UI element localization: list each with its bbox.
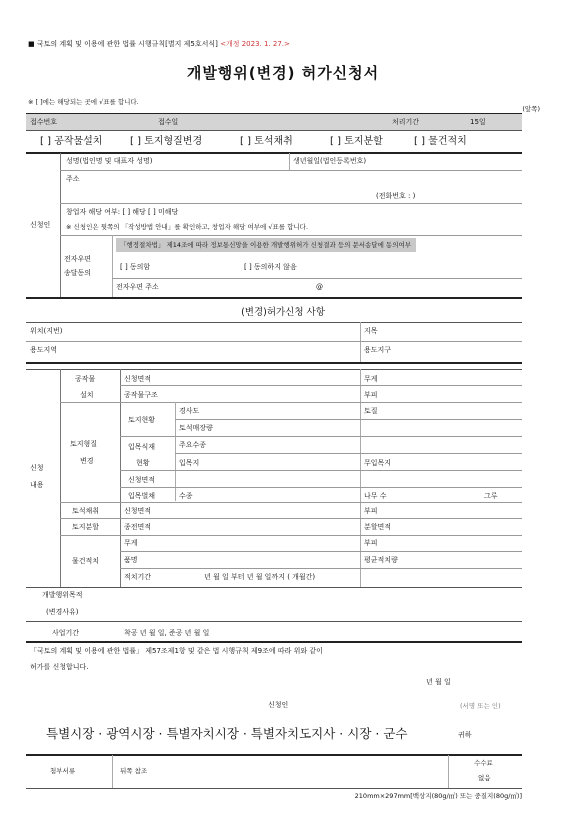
purpose-label-line2: (변경사유): [46, 608, 79, 616]
startup-status[interactable]: 창업자 해당 여부: [ ] 해당 [ ] 미해당: [66, 208, 179, 216]
soil-extraction-label: 토석채취: [72, 507, 100, 515]
soil-area-label: 신청면적: [124, 507, 152, 515]
tree-unit-label: 그루: [484, 492, 498, 500]
recipient-suffix: 귀하: [458, 731, 472, 739]
land-change-label-line2: 변경: [80, 457, 94, 465]
email-at: @: [316, 283, 323, 291]
type-storage[interactable]: [ ] 물건적치: [414, 136, 467, 147]
fee-label: 수수료: [474, 759, 493, 767]
consent-agree[interactable]: [ ] 동의함: [120, 263, 151, 271]
type-soil-extraction[interactable]: [ ] 토석채취: [240, 136, 293, 147]
receipt-number-label: 접수번호: [30, 118, 58, 126]
soil-volume-label: 부피: [364, 507, 378, 515]
structure-kind-label: 공작물구조: [124, 391, 158, 399]
storage-label: 물건적치: [72, 557, 100, 565]
land-split-label: 토지분할: [72, 523, 100, 531]
storage-average-label: 평균적치량: [364, 556, 398, 564]
applicant-address-label: 주소: [66, 175, 80, 183]
project-period-label: 사업기간: [52, 629, 80, 637]
consent-text: 「행정절차법」 제14조에 따라 정보통신망을 이용한 개발행위허가 신청결과 등의 문서송달에 동의여부: [120, 241, 412, 249]
total-area-label: 종전면적: [124, 523, 152, 531]
soil-reserve-label: 토석매장량: [179, 424, 213, 432]
slope-label: 경사도: [179, 407, 200, 415]
project-period-value: 착공 년 월 일, 준공 년 월 일: [124, 629, 210, 637]
fee-value: 없음: [478, 774, 491, 782]
edelivery-label-line2: 송달동의: [64, 269, 92, 277]
declaration-line2: 허가를 신청합니다.: [30, 663, 89, 671]
applicant-name-label: 성명(법인명 및 대표자 성명): [66, 157, 153, 165]
check-instruction: ※ [ ]에는 해당되는 곳에 √표를 합니다.: [28, 98, 139, 106]
storage-item-label: 품명: [124, 556, 138, 564]
form-reference-text: ■ 국토의 계획 및 이용에 관한 법률 시행규칙[별지 제5호서식]: [28, 40, 221, 48]
form-reference: [28, 40, 290, 48]
main-species-label: 주요수종: [179, 441, 207, 449]
processing-period-label: 처리기간: [392, 118, 420, 126]
purpose-label-line1: 개발행위목적: [42, 591, 83, 599]
structure-label-line1: 공작물: [75, 375, 96, 383]
signature-label: (서명 또는 인): [460, 702, 501, 710]
storage-period-value: 년 월 일 부터 년 월 일까지 ( 개월간): [204, 574, 321, 581]
storage-volume-label: 부피: [364, 539, 378, 547]
revision-text: <개정 2023. 1. 27.>: [220, 40, 290, 48]
forest-label-line1: 입목식재: [128, 443, 156, 451]
felling-species-label: 수종: [179, 492, 193, 500]
attachments-value: 뒤쪽 참조: [120, 767, 148, 775]
land-category-label: 지목: [364, 327, 378, 335]
content-label-line2: 내용: [30, 481, 44, 489]
receipt-row: [26, 114, 522, 130]
startup-note: ※ 신청인은 뒷쪽의 「작성방법 안내」를 확인하고, 창업자 해당 여부에 √표를 합니다.: [66, 223, 309, 231]
no-forest-land-label: 무입목지: [364, 459, 392, 467]
page-title: 개발행위(변경) 허가신청서: [186, 64, 380, 82]
forest-land-label: 입목지: [179, 459, 200, 467]
consent-disagree[interactable]: [ ] 동의하지 않음: [244, 263, 297, 271]
split-area-label: 분할면적: [364, 523, 392, 531]
attachments-label: 첨부서류: [50, 767, 76, 775]
paper-spec: 210mm×297mm[백상지(80g/㎡) 또는 중질지(80g/㎡)]: [354, 792, 522, 800]
page-side-label: (앞쪽): [522, 105, 540, 113]
storage-weight-label: 무게: [124, 539, 138, 547]
content-label-line1: 신청: [30, 464, 44, 472]
declaration-applicant: 신청인: [268, 701, 289, 709]
soil-quality-label: 토질: [364, 407, 378, 415]
recipient-authority: 특별시장 · 광역시장 · 특별자치시장 · 특별자치도지사 · 시장 · 군수: [46, 726, 408, 741]
edelivery-label-line1: 전자우편: [64, 255, 92, 263]
tree-count-label: 나무 수: [364, 492, 387, 500]
structure-label-line2: 설치: [80, 391, 94, 399]
applicant-birth-label: 생년월일(법인등록번호): [293, 157, 367, 165]
type-land-change[interactable]: [ ] 토지형질변경: [130, 136, 203, 147]
processing-period-value: 15일: [470, 118, 486, 126]
forest-label-line2: 현황: [136, 459, 150, 467]
structure-weight-label: 무게: [364, 375, 378, 383]
structure-area-label: 신청면적: [124, 375, 152, 383]
structure-volume-label: 부피: [364, 391, 378, 399]
land-change-label-line1: 토지형질: [70, 440, 98, 448]
declaration-date: 년 월 일: [426, 678, 451, 686]
email-label: 전자우편 주소: [116, 283, 159, 291]
request-section-title: (변경)허가신청 사항: [241, 307, 325, 318]
land-status-label: 토지현황: [128, 416, 156, 424]
applicant-label: 신청인: [30, 221, 51, 229]
use-area-label: 용도지역: [30, 346, 58, 354]
type-land-split[interactable]: [ ] 토지분할: [330, 136, 383, 147]
applicant-phone: (전화번호 : ): [376, 192, 416, 200]
use-district-label: 용도지구: [364, 346, 392, 354]
land-change-area-label: 신청면적: [128, 476, 156, 484]
location-label: 위치(지번): [30, 327, 63, 335]
receipt-date-label: 접수일: [158, 118, 179, 126]
declaration-line1: 「국토의 계획 및 이용에 관한 법률」 제57조제1항 및 같은 법 시행규칙 제9조에 따라 위와 같이: [30, 647, 323, 655]
felling-label: 입목벌채: [128, 492, 156, 500]
type-structure[interactable]: [ ] 공작물설치: [40, 136, 103, 147]
storage-period-label: 적치기간: [124, 573, 152, 581]
